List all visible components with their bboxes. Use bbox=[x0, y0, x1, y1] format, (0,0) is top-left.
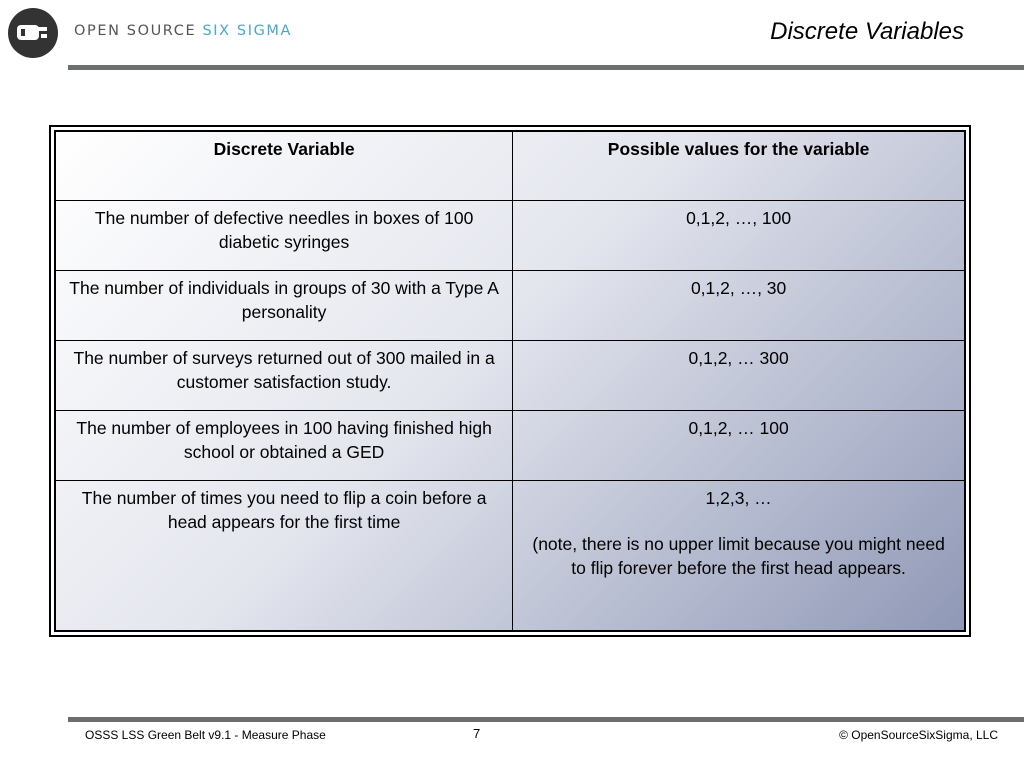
table-row bbox=[55, 340, 965, 410]
table-header-row bbox=[55, 131, 965, 200]
table-row bbox=[55, 410, 965, 480]
logo-icon bbox=[8, 8, 58, 58]
table-row bbox=[55, 270, 965, 340]
values-cell: 0,1,2, … 300 bbox=[513, 340, 965, 410]
footer-course-label: OSSS LSS Green Belt v9.1 - Measure Phase bbox=[85, 728, 326, 742]
brand-word-1: OPEN SOURCE bbox=[74, 23, 197, 39]
values-cell: 0,1,2, … 100 bbox=[513, 410, 965, 480]
variable-cell: The number of defective needles in boxes of 100 diabetic syringes bbox=[55, 200, 513, 270]
values-cell bbox=[513, 480, 965, 631]
values-note: (note, there is no upper limit because you might need to flip forever before the first head appears. bbox=[532, 533, 945, 578]
table-row bbox=[55, 480, 965, 631]
column-header: Discrete Variable bbox=[55, 131, 513, 200]
discrete-variables-table-frame bbox=[49, 125, 971, 637]
values-cell: 0,1,2, …, 100 bbox=[513, 200, 965, 270]
discrete-variables-table bbox=[54, 130, 966, 632]
page-number: 7 bbox=[473, 726, 481, 741]
table-row bbox=[55, 200, 965, 270]
variable-cell: The number of times you need to flip a coin before a head appears for the first time bbox=[55, 480, 513, 631]
header-divider bbox=[68, 65, 1024, 70]
brand-word-2: SIX SIGMA bbox=[202, 23, 293, 39]
column-header: Possible values for the variable bbox=[513, 131, 965, 200]
page-title: Discrete Variables bbox=[770, 18, 964, 45]
values-text: 1,2,3, … bbox=[705, 487, 772, 508]
footer-copyright: © OpenSourceSixSigma, LLC bbox=[839, 728, 998, 742]
variable-cell: The number of individuals in groups of 30 with a Type A personality bbox=[55, 270, 513, 340]
brand-logo-text bbox=[74, 23, 292, 39]
values-cell: 0,1,2, …, 30 bbox=[513, 270, 965, 340]
footer-divider bbox=[68, 717, 1024, 722]
variable-cell: The number of employees in 100 having finished high school or obtained a GED bbox=[55, 410, 513, 480]
variable-cell: The number of surveys returned out of 300 mailed in a customer satisfaction study. bbox=[55, 340, 513, 410]
